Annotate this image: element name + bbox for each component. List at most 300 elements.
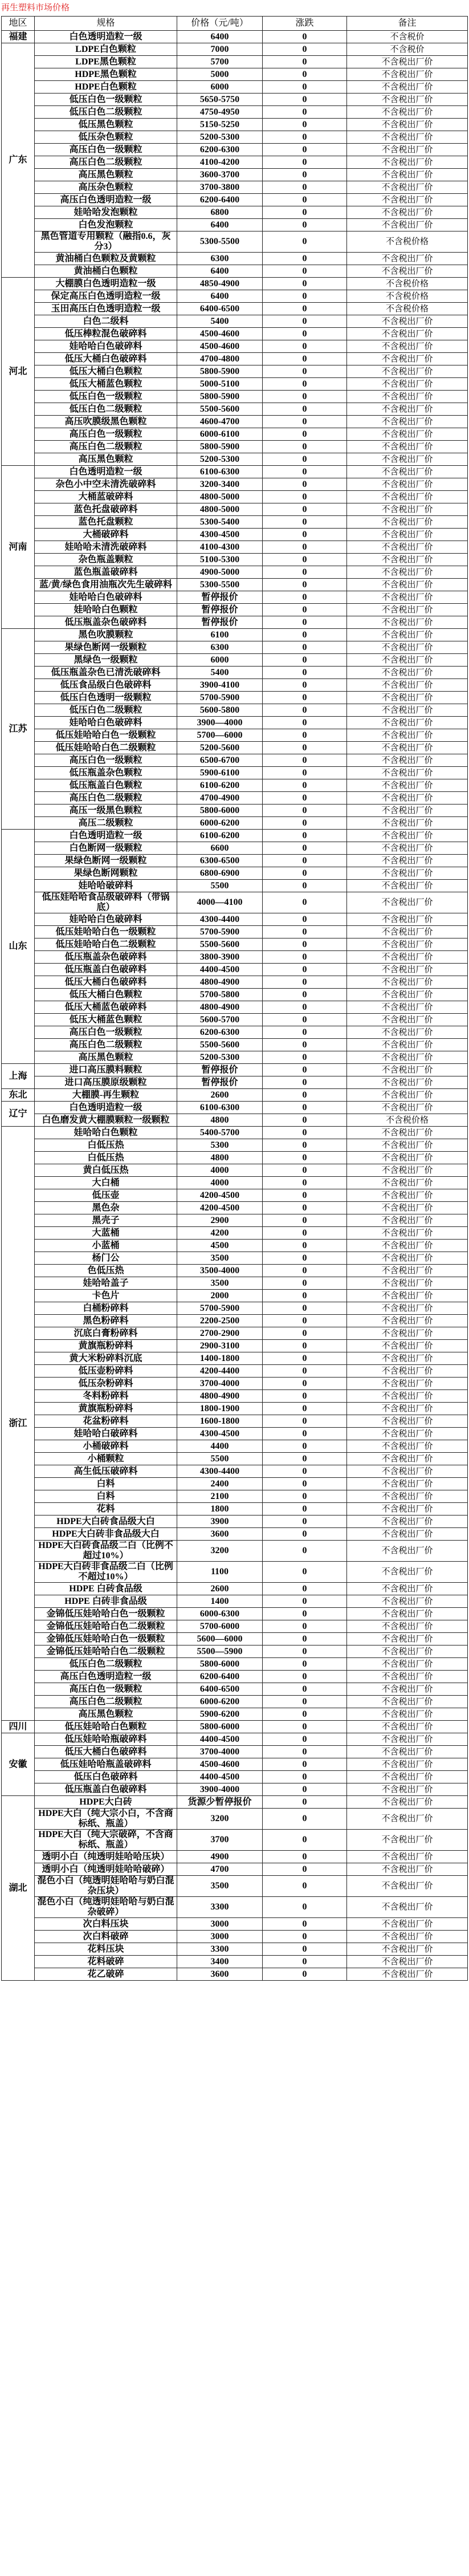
spec-cell: 蓝/黄/绿色食用油瓶次先生破碎料 bbox=[35, 579, 177, 591]
price-cell: 6200-6300 bbox=[177, 1026, 263, 1039]
price-cell: 5700—6000 bbox=[177, 729, 263, 742]
spec-cell: 娃哈哈白色破碎料 bbox=[35, 717, 177, 729]
table-row bbox=[2, 1302, 468, 1315]
note-cell: 不含税出厂价 bbox=[347, 1428, 468, 1440]
change-cell: 0 bbox=[263, 1453, 347, 1465]
spec-cell: HDPE大白砖非食品级大白 bbox=[35, 1528, 177, 1541]
note-cell: 不含税出厂价 bbox=[347, 1620, 468, 1633]
table-row bbox=[2, 169, 468, 181]
table-row bbox=[2, 692, 468, 704]
change-cell: 0 bbox=[263, 566, 347, 579]
note-cell: 不含税出厂价 bbox=[347, 1746, 468, 1758]
spec-cell: 高压白色二级颗粒 bbox=[35, 156, 177, 169]
spec-cell: 小桶破碎料 bbox=[35, 1440, 177, 1453]
price-cell: 1400-1800 bbox=[177, 1352, 263, 1365]
table-row bbox=[2, 1164, 468, 1177]
spec-cell: 低压娃哈哈白色颗粒 bbox=[35, 1721, 177, 1733]
note-cell: 不含税出厂价 bbox=[347, 1931, 468, 1943]
note-cell: 不含税出厂价 bbox=[347, 805, 468, 817]
spec-cell: 小桶颗粒 bbox=[35, 1453, 177, 1465]
table-row bbox=[2, 265, 468, 278]
note-cell: 不含税出厂价 bbox=[347, 1851, 468, 1863]
price-cell: 4200-4400 bbox=[177, 1365, 263, 1378]
table-row bbox=[2, 290, 468, 303]
change-cell: 0 bbox=[263, 1001, 347, 1014]
price-cell: 6300-6500 bbox=[177, 855, 263, 867]
price-cell: 5500 bbox=[177, 880, 263, 892]
change-cell: 0 bbox=[263, 913, 347, 926]
spec-cell: 白低压热 bbox=[35, 1139, 177, 1152]
change-cell: 0 bbox=[263, 554, 347, 566]
price-cell: 5200-5300 bbox=[177, 131, 263, 144]
price-cell: 4400 bbox=[177, 1440, 263, 1453]
change-cell: 0 bbox=[263, 391, 347, 403]
table-row bbox=[2, 1026, 468, 1039]
table-row bbox=[2, 717, 468, 729]
price-cell: 1600-1800 bbox=[177, 1415, 263, 1428]
change-cell: 0 bbox=[263, 817, 347, 830]
change-cell: 0 bbox=[263, 1340, 347, 1352]
spec-cell: 低压大桶白色破碎料 bbox=[35, 976, 177, 989]
change-cell: 0 bbox=[263, 926, 347, 938]
change-cell: 0 bbox=[263, 1290, 347, 1302]
note-cell: 不含税出厂价 bbox=[347, 1202, 468, 1214]
table-row bbox=[2, 1490, 468, 1503]
note-cell: 不含税出厂价 bbox=[347, 1721, 468, 1733]
price-cell: 4800-4900 bbox=[177, 1001, 263, 1014]
price-cell: 5700-6000 bbox=[177, 1620, 263, 1633]
change-cell: 0 bbox=[263, 1696, 347, 1708]
change-cell: 0 bbox=[263, 1240, 347, 1252]
spec-cell: 进口高压膜料颗粒 bbox=[35, 1064, 177, 1076]
table-row bbox=[2, 1478, 468, 1490]
table-row bbox=[2, 1051, 468, 1064]
price-cell: 4400-4500 bbox=[177, 1733, 263, 1746]
table-row bbox=[2, 1352, 468, 1365]
table-row bbox=[2, 365, 468, 378]
price-cell: 4900-5000 bbox=[177, 566, 263, 579]
table-row bbox=[2, 1227, 468, 1240]
price-cell: 3600-3700 bbox=[177, 169, 263, 181]
note-cell: 不含税出厂价 bbox=[347, 729, 468, 742]
spec-cell: 透明小白（纯透明娃哈哈压块） bbox=[35, 1851, 177, 1863]
spec-cell: HDPE大白砖 bbox=[35, 1796, 177, 1809]
note-cell: 不含税出厂价 bbox=[347, 1026, 468, 1039]
note-cell: 不含税出厂价 bbox=[347, 1956, 468, 1968]
table-row bbox=[2, 253, 468, 265]
region-cell: 安徽 bbox=[2, 1733, 35, 1796]
table-row bbox=[2, 1851, 468, 1863]
note-cell: 不含税出厂价 bbox=[347, 428, 468, 441]
note-cell: 不含税出厂价 bbox=[347, 667, 468, 679]
table-row bbox=[2, 1968, 468, 1981]
note-cell: 不含税出厂价 bbox=[347, 391, 468, 403]
price-cell: 2700-2900 bbox=[177, 1327, 263, 1340]
spec-cell: 高压白色一级颗粒 bbox=[35, 1683, 177, 1696]
table-row bbox=[2, 119, 468, 131]
spec-cell: 黑色粉碎料 bbox=[35, 1315, 177, 1327]
note-cell: 不含税出厂价 bbox=[347, 1733, 468, 1746]
spec-cell: 白料 bbox=[35, 1490, 177, 1503]
table-row bbox=[2, 792, 468, 805]
spec-cell: 小蓝桶 bbox=[35, 1240, 177, 1252]
note-cell: 不含税出厂价 bbox=[347, 1064, 468, 1076]
table-row bbox=[2, 1783, 468, 1796]
change-cell: 0 bbox=[263, 181, 347, 194]
change-cell: 0 bbox=[263, 1515, 347, 1528]
spec-cell: 高压黑色颗粒 bbox=[35, 169, 177, 181]
change-cell: 0 bbox=[263, 1164, 347, 1177]
spec-cell: 低压瓶盖白色破碎料 bbox=[35, 1783, 177, 1796]
change-cell: 0 bbox=[263, 1746, 347, 1758]
price-cell: 4300-4400 bbox=[177, 913, 263, 926]
spec-cell: 低压大桶白色破碎料 bbox=[35, 353, 177, 365]
price-cell: 6000-6200 bbox=[177, 817, 263, 830]
price-cell: 3300 bbox=[177, 1897, 263, 1918]
change-cell: 0 bbox=[263, 742, 347, 754]
note-cell: 不含税出厂价 bbox=[347, 503, 468, 516]
price-cell: 3900—4000 bbox=[177, 717, 263, 729]
note-cell: 不含税出厂价 bbox=[347, 1758, 468, 1771]
note-cell: 不含税出厂价 bbox=[347, 1515, 468, 1528]
note-cell: 不含税出厂价 bbox=[347, 641, 468, 654]
spec-cell: 花料破碎 bbox=[35, 1956, 177, 1968]
region-cell: 河南 bbox=[2, 466, 35, 629]
spec-cell: LDPE黑色颗粒 bbox=[35, 56, 177, 68]
table-row bbox=[2, 516, 468, 529]
note-cell: 不含税出厂价 bbox=[347, 1014, 468, 1026]
change-cell: 0 bbox=[263, 1683, 347, 1696]
note-cell: 不含税出厂价 bbox=[347, 529, 468, 541]
spec-cell: 黄油桶白色颗粒 bbox=[35, 265, 177, 278]
spec-cell: 高压白色一级颗粒 bbox=[35, 754, 177, 767]
price-cell: 6200-6400 bbox=[177, 1671, 263, 1683]
change-cell: 0 bbox=[263, 1671, 347, 1683]
spec-cell: 低压大桶蓝色颗粒 bbox=[35, 378, 177, 391]
spec-cell: 娃哈哈白色颗粒 bbox=[35, 604, 177, 616]
region-cell: 河北 bbox=[2, 278, 35, 466]
change-cell: 0 bbox=[263, 1051, 347, 1064]
note-cell: 不含税出厂价 bbox=[347, 378, 468, 391]
note-cell: 不含税出厂价 bbox=[347, 181, 468, 194]
change-cell: 0 bbox=[263, 353, 347, 365]
note-cell: 不含税出厂价 bbox=[347, 679, 468, 692]
note-cell: 不含税出厂价 bbox=[347, 830, 468, 842]
price-table bbox=[1, 16, 468, 1981]
table-row bbox=[2, 1365, 468, 1378]
change-cell: 0 bbox=[263, 792, 347, 805]
table-row bbox=[2, 43, 468, 56]
spec-cell: 白色断网一级颗粒 bbox=[35, 842, 177, 855]
price-cell: 3500 bbox=[177, 1277, 263, 1290]
spec-cell: HDPE 白砖食品级 bbox=[35, 1583, 177, 1595]
note-cell: 不含税出厂价 bbox=[347, 579, 468, 591]
spec-cell: 次白料破碎 bbox=[35, 1931, 177, 1943]
spec-cell: 黄旗瓶粉碎料 bbox=[35, 1403, 177, 1415]
price-cell: 5900-6200 bbox=[177, 1708, 263, 1721]
table-row bbox=[2, 1240, 468, 1252]
change-cell: 0 bbox=[263, 416, 347, 428]
note-cell: 不含税出厂价 bbox=[347, 1633, 468, 1645]
note-cell: 不含税出厂价 bbox=[347, 1039, 468, 1051]
table-row bbox=[2, 1562, 468, 1583]
table-row bbox=[2, 1189, 468, 1202]
table-row bbox=[2, 181, 468, 194]
price-cell: 4300-4500 bbox=[177, 1428, 263, 1440]
spec-cell: 娃哈哈白色破碎料 bbox=[35, 591, 177, 604]
note-cell: 不含税出厂价 bbox=[347, 416, 468, 428]
price-cell: 7000 bbox=[177, 43, 263, 56]
price-cell: 4800-5000 bbox=[177, 503, 263, 516]
spec-cell: 低压食品级白色破碎料 bbox=[35, 679, 177, 692]
region-cell: 湖北 bbox=[2, 1796, 35, 1981]
price-cell: 2600 bbox=[177, 1583, 263, 1595]
region-cell: 东北 bbox=[2, 1089, 35, 1102]
note-cell: 不含税出厂价 bbox=[347, 1696, 468, 1708]
price-cell: 5500-5600 bbox=[177, 1039, 263, 1051]
spec-cell: HDPE大白砖非食品级二白（比例不超过10%） bbox=[35, 1562, 177, 1583]
table-row bbox=[2, 951, 468, 964]
region-cell: 上海 bbox=[2, 1064, 35, 1089]
change-cell: 0 bbox=[263, 629, 347, 641]
change-cell: 0 bbox=[263, 1490, 347, 1503]
change-cell: 0 bbox=[263, 704, 347, 717]
note-cell: 不含税出厂价 bbox=[347, 704, 468, 717]
price-cell: 3500 bbox=[177, 1876, 263, 1897]
spec-cell: 黄旗瓶粉碎料 bbox=[35, 1340, 177, 1352]
table-row bbox=[2, 1595, 468, 1608]
table-row bbox=[2, 441, 468, 453]
price-cell: 5200-5600 bbox=[177, 742, 263, 754]
change-cell: 0 bbox=[263, 1365, 347, 1378]
table-row bbox=[2, 1528, 468, 1541]
price-cell: 2200-2500 bbox=[177, 1315, 263, 1327]
change-cell: 0 bbox=[263, 867, 347, 880]
change-cell: 0 bbox=[263, 1658, 347, 1671]
table-body bbox=[2, 31, 468, 1981]
price-cell: 4700 bbox=[177, 1863, 263, 1876]
price-cell: 5300-5500 bbox=[177, 231, 263, 253]
price-cell: 6400 bbox=[177, 265, 263, 278]
change-cell: 0 bbox=[263, 529, 347, 541]
note-cell: 不含税出厂价 bbox=[347, 1127, 468, 1139]
spec-cell: 低压壶 bbox=[35, 1189, 177, 1202]
note-cell: 不含税出厂价 bbox=[347, 453, 468, 466]
change-cell: 0 bbox=[263, 1202, 347, 1214]
note-cell: 不含税出厂价 bbox=[347, 976, 468, 989]
table-row bbox=[2, 1809, 468, 1830]
change-cell: 0 bbox=[263, 1851, 347, 1863]
price-cell: 4500 bbox=[177, 1240, 263, 1252]
note-cell: 不含税价格 bbox=[347, 303, 468, 315]
note-cell: 不含税出厂价 bbox=[347, 880, 468, 892]
spec-cell: 白色发泡颗粒 bbox=[35, 219, 177, 231]
price-cell: 3500-4000 bbox=[177, 1265, 263, 1277]
change-cell: 0 bbox=[263, 1876, 347, 1897]
table-row bbox=[2, 1127, 468, 1139]
table-row bbox=[2, 1683, 468, 1696]
spec-cell: 冬料粉碎料 bbox=[35, 1390, 177, 1403]
table-row bbox=[2, 604, 468, 616]
table-row bbox=[2, 1503, 468, 1515]
table-row bbox=[2, 817, 468, 830]
note-cell: 不含税出厂价 bbox=[347, 792, 468, 805]
spec-cell: 高压杂色颗粒 bbox=[35, 181, 177, 194]
table-row bbox=[2, 1721, 468, 1733]
note-cell: 不含税出厂价 bbox=[347, 767, 468, 779]
table-row bbox=[2, 416, 468, 428]
spec-cell: 娃哈哈白色破碎料 bbox=[35, 340, 177, 353]
change-cell: 0 bbox=[263, 453, 347, 466]
table-row bbox=[2, 1076, 468, 1089]
change-cell: 0 bbox=[263, 1428, 347, 1440]
note-cell: 不含税出厂价 bbox=[347, 119, 468, 131]
price-cell: 4900 bbox=[177, 1851, 263, 1863]
price-cell: 4750-4950 bbox=[177, 106, 263, 119]
table-row bbox=[2, 1465, 468, 1478]
spec-cell: 低压娃哈哈白色一级颗粒 bbox=[35, 926, 177, 938]
spec-cell: 低压瓶盖杂色已清洗破碎料 bbox=[35, 667, 177, 679]
note-cell: 不含税出厂价 bbox=[347, 1277, 468, 1290]
table-row bbox=[2, 68, 468, 81]
note-cell: 不含税出厂价 bbox=[347, 466, 468, 478]
price-cell: 4500-4600 bbox=[177, 1758, 263, 1771]
note-cell: 不含税出厂价 bbox=[347, 1152, 468, 1164]
spec-cell: 大棚膜白色透明造粒一级 bbox=[35, 278, 177, 290]
spec-cell: 花料压块 bbox=[35, 1943, 177, 1956]
note-cell: 不含税出厂价 bbox=[347, 1340, 468, 1352]
spec-cell: 高压白色二级颗粒 bbox=[35, 1039, 177, 1051]
change-cell: 0 bbox=[263, 1968, 347, 1981]
change-cell: 0 bbox=[263, 1227, 347, 1240]
region-cell: 辽宁 bbox=[2, 1102, 35, 1127]
table-row bbox=[2, 976, 468, 989]
note-cell: 不含税出厂价 bbox=[347, 1562, 468, 1583]
price-cell: 暂停报价 bbox=[177, 616, 263, 629]
header-spec: 规格 bbox=[35, 17, 177, 31]
note-cell: 不含税出厂价 bbox=[347, 1683, 468, 1696]
table-row bbox=[2, 1943, 468, 1956]
change-cell: 0 bbox=[263, 1139, 347, 1152]
table-row bbox=[2, 1658, 468, 1671]
note-cell: 不含税出厂价 bbox=[347, 1541, 468, 1562]
table-row bbox=[2, 729, 468, 742]
header-change: 涨跌 bbox=[263, 17, 347, 31]
region-cell: 四川 bbox=[2, 1721, 35, 1733]
table-row bbox=[2, 328, 468, 340]
price-cell: 5700 bbox=[177, 56, 263, 68]
note-cell: 不含税出厂价 bbox=[347, 1051, 468, 1064]
header-row bbox=[2, 17, 468, 31]
table-row bbox=[2, 654, 468, 667]
change-cell: 0 bbox=[263, 880, 347, 892]
price-cell: 5400-5700 bbox=[177, 1127, 263, 1139]
change-cell: 0 bbox=[263, 328, 347, 340]
spec-cell: 高压黑色颗粒 bbox=[35, 1051, 177, 1064]
table-row bbox=[2, 779, 468, 792]
spec-cell: 低压白色二级颗粒 bbox=[35, 704, 177, 717]
header-price: 价格（元/吨） bbox=[177, 17, 263, 31]
price-cell: 暂停报价 bbox=[177, 1064, 263, 1076]
price-cell: 3900 bbox=[177, 1515, 263, 1528]
change-cell: 0 bbox=[263, 1645, 347, 1658]
price-cell: 4800 bbox=[177, 1152, 263, 1164]
price-cell: 6400 bbox=[177, 219, 263, 231]
price-cell: 5800-6000 bbox=[177, 805, 263, 817]
note-cell: 不含税出厂价 bbox=[347, 403, 468, 416]
spec-cell: 娃哈哈白色颗粒 bbox=[35, 1127, 177, 1139]
note-cell: 不含税出厂价 bbox=[347, 616, 468, 629]
price-cell: 2400 bbox=[177, 1478, 263, 1490]
note-cell: 不含税出厂价 bbox=[347, 1390, 468, 1403]
change-cell: 0 bbox=[263, 754, 347, 767]
change-cell: 0 bbox=[263, 654, 347, 667]
change-cell: 0 bbox=[263, 1189, 347, 1202]
table-row bbox=[2, 1214, 468, 1227]
price-cell: 3700-4000 bbox=[177, 1746, 263, 1758]
table-row bbox=[2, 830, 468, 842]
table-row bbox=[2, 1001, 468, 1014]
change-cell: 0 bbox=[263, 1528, 347, 1541]
table-row bbox=[2, 842, 468, 855]
note-cell: 不含税出厂价 bbox=[347, 1001, 468, 1014]
price-cell: 3400 bbox=[177, 1956, 263, 1968]
table-row bbox=[2, 1014, 468, 1026]
change-cell: 0 bbox=[263, 541, 347, 554]
price-cell: 4700-4800 bbox=[177, 353, 263, 365]
change-cell: 0 bbox=[263, 1039, 347, 1051]
note-cell: 不含税价格 bbox=[347, 278, 468, 290]
table-row bbox=[2, 1541, 468, 1562]
change-cell: 0 bbox=[263, 253, 347, 265]
spec-cell: 色低压热 bbox=[35, 1265, 177, 1277]
table-row bbox=[2, 1177, 468, 1189]
change-cell: 0 bbox=[263, 855, 347, 867]
change-cell: 0 bbox=[263, 194, 347, 206]
change-cell: 0 bbox=[263, 1956, 347, 1968]
region-cell: 福建 bbox=[2, 31, 35, 43]
spec-cell: 娃哈哈发泡颗粒 bbox=[35, 206, 177, 219]
spec-cell: 金锦低压娃哈哈白色一级颗粒 bbox=[35, 1633, 177, 1645]
note-cell: 不含税出厂价 bbox=[347, 441, 468, 453]
spec-cell: 杨门公 bbox=[35, 1252, 177, 1265]
note-cell: 不含税出厂价 bbox=[347, 1102, 468, 1114]
table-row bbox=[2, 1708, 468, 1721]
price-cell: 6600 bbox=[177, 842, 263, 855]
spec-cell: 大白桶 bbox=[35, 1177, 177, 1189]
price-cell: 4000—4100 bbox=[177, 892, 263, 913]
change-cell: 0 bbox=[263, 1863, 347, 1876]
price-cell: 4800-4900 bbox=[177, 976, 263, 989]
change-cell: 0 bbox=[263, 667, 347, 679]
spec-cell: 低压白色二级颗粒 bbox=[35, 106, 177, 119]
price-cell: 5800-6000 bbox=[177, 1721, 263, 1733]
change-cell: 0 bbox=[263, 729, 347, 742]
table-row bbox=[2, 428, 468, 441]
table-row bbox=[2, 1277, 468, 1290]
note-cell: 不含税出厂价 bbox=[347, 1863, 468, 1876]
table-row bbox=[2, 131, 468, 144]
table-row bbox=[2, 1645, 468, 1658]
price-cell: 4500-4600 bbox=[177, 328, 263, 340]
change-cell: 0 bbox=[263, 1214, 347, 1227]
price-cell: 5900-6100 bbox=[177, 767, 263, 779]
table-row bbox=[2, 1515, 468, 1528]
change-cell: 0 bbox=[263, 31, 347, 43]
table-row bbox=[2, 880, 468, 892]
note-cell: 不含税出厂价 bbox=[347, 566, 468, 579]
note-cell: 不含税出厂价 bbox=[347, 1252, 468, 1265]
